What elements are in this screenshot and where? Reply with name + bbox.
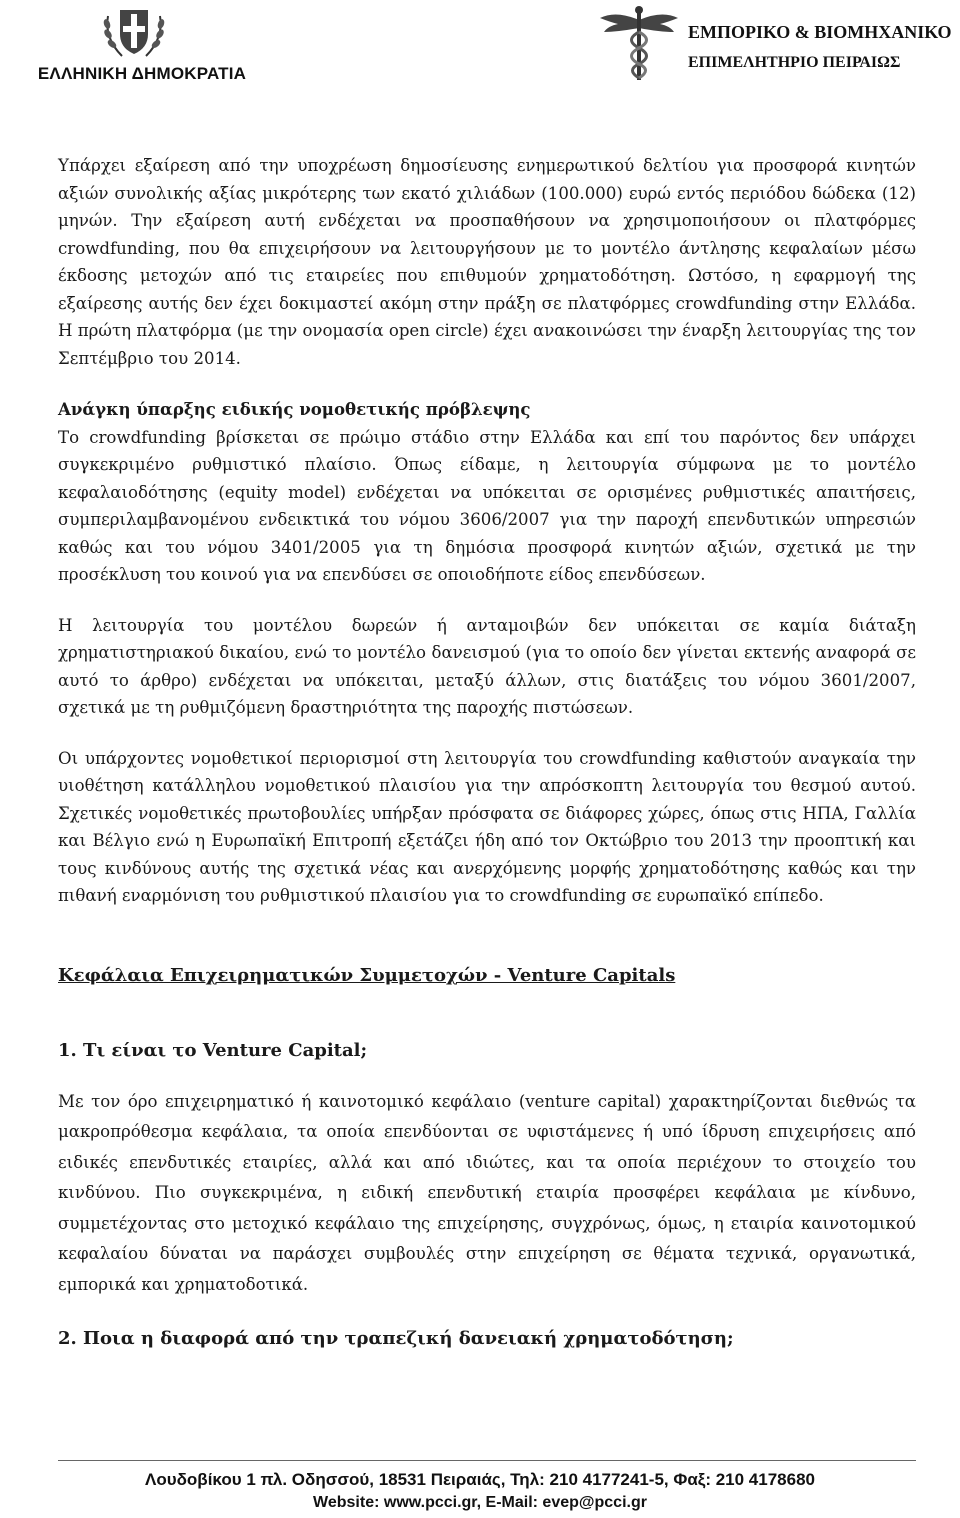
question-1-heading: 1. Τι είναι το Venture Capital; (58, 1039, 368, 1061)
greek-coat-of-arms-icon (98, 4, 170, 62)
section-title-venture-capitals: Κεφάλαια Επιχειρηματικών Συμμετοχών - Venture Capitals (58, 964, 676, 986)
paragraph-regulatory-framework: Το crowdfunding βρίσκεται σε πρώιμο στάδιο στην Ελλάδα και επί του παρόντος δεν υπάρχει συγκεκριμένο ρυθμιστικό πλαίσιο. Όπως είδαμε, η λειτουργία σύμφωνα με το μοντέλο κεφαλαιοδότησης (equity model) ενδέχεται να υπόκειται σε ορισμένες ρυθμιστικές απαιτήσεις, συμπεριλαμβανομένου ενδεικτικά του νόμου 3606/2007 για την παροχή επενδυτικών υπηρεσιών καθώς και του νόμου 3401/2005 για τη δημόσια προσφορά κινητών αξιών, σχετικά με την προσέκλυση του κοινού για να επενδύσει σε οποιοδήποτε είδος επενδύσεων. (58, 427, 916, 584)
left-caption: ΕΛΛΗΝΙΚΗ ΔΗΜΟΚΡΑΤΙΑ (37, 64, 247, 83)
paragraph-exemption: Υπάρχει εξαίρεση από την υποχρέωση δημοσίευσης ενημερωτικού δελτίου για προσφορά κινητών αξιών συνολικής αξίας μικρότερης των εκατό χιλιάδων (100.000) ευρώ εντός περιόδου δώδεκα (12) μηνών. Την εξαίρεση αυτή ενδέχεται να προσπαθήσουν να χρησιμοποιήσουν οι πλατφόρμες crowdfunding, που θα επιχειρήσουν να λειτουργήσουν με το μοντέλο άντλησης κεφαλαίων μέσω έκδοσης μετοχών από τις εταιρείες που επιθυμούν χρηματοδότηση. Ωστόσο, η εφαρμογή της εξαίρεσης αυτής δεν έχει δοκιμαστεί ακόμη στην πράξη σε πλατφόρμες crowdfunding στην Ελλάδα. Η πρώτη πλατφόρμα (με την ονομασία open circle) έχει ανακοινώσει την έναρξη λειτουργίας της τον Σεπτέμβριο του 2014. (58, 156, 916, 368)
page-header (0, 0, 960, 110)
footer-divider (58, 1460, 916, 1461)
paragraph-donation-model: Η λειτουργία του μοντέλου δωρεών ή ανταμοιβών δεν υπόκειται σε καμία διάταξη χρηματιστηριακού δικαίου, ενώ το μοντέλο δανεισμού (για το οποίο δεν γίνεται εκτενής αναφορά σε αυτό το άρθρο) ενδέχεται να υπόκειται, μεταξύ άλλων, στις διατάξεις του νόμου 3601/2007, σχετικά με τη ρυθμιζόμενη δραστηριότητα της παροχής πιστώσεων. (58, 615, 916, 717)
question-2-heading: 2. Ποια η διαφορά από την τραπεζική δανειακή χρηματοδότηση; (58, 1328, 734, 1349)
chamber-name-line2: ΕΠΙΜΕΛΗΤΗΡΙΟ ΠΕΙΡΑΙΩΣ (688, 54, 901, 71)
heading-legislative-need: Ανάγκη ύπαρξης ειδικής νομοθετικής πρόβλεψης (58, 399, 531, 419)
paragraph-legislative-limits: Οι υπάρχοντες νομοθετικοί περιορισμοί στη λειτουργία του crowdfunding καθιστούν αναγκαία την υιοθέτηση κατάλληλου νομοθετικού πλαισίου για την απρόσκοπτη λειτουργία του θεσμού αυτού. Σχετικές νομοθετικές πρωτοβουλίες υπήρξαν πρόσφατα σε διάφορες χώρες, όπως στις ΗΠΑ, Γαλλία και Βέλγιο ενώ η Ευρωπαϊκή Επιτροπή εξετάζει ήδη από τον Οκτώβριο του 2013 την προοπτική και τους κινδύνους αυτής της σχετικά νέας και ανερχόμενης μορφής χρηματοδότησης καθώς και την πιθανή εναρμόνιση του ρυθμιστικού πλαισίου για το crowdfunding σε ευρωπαϊκό επίπεδο. (58, 748, 916, 905)
caduceus-emblem-icon (596, 4, 682, 82)
chamber-name (688, 20, 958, 76)
footer-address: Λουδοβίκου 1 πλ. Οδησσού, 18531 Πειραιάς, Τηλ: 210 4177241-5, Φαξ: 210 4178680 (145, 1470, 815, 1489)
document-body (58, 152, 916, 1349)
paragraph-venture-capital-definition: Με τον όρο επιχειρηματικό ή καινοτομικό κεφάλαιο (venture capital) χαρακτηρίζονται διεθνώς τα μακροπρόθεσμα κεφάλαια, τα οποία επενδύονται σε υφιστάμενες ή υπό ίδρυση επιχειρήσεις από ειδικές επενδυτικές εταιρίες, αλλά και από ιδιώτες, και τα οποία περιέχουν το στοιχείο του κινδύνου. Πιο συγκεκριμένα, η ειδική επενδυτική εταιρία προσφέρει κεφάλαια με κίνδυνο, συμμετέχοντας στο μετοχικό κεφάλαιο της επιχείρησης, συγχρόνως, όμως, η εταιρία καινοτομικού κεφαλαίου δύναται να παράσχει συμβουλές στην επιχείρηση σε θέματα τεχνικά, οργανωτικά, εμπορικά και χρηματοδοτικά. (58, 1091, 916, 1294)
page-footer (0, 1468, 960, 1514)
footer-web-contact: Website: www.pcci.gr, E-Mail: evep@pcci.gr (313, 1494, 647, 1511)
chamber-name-line1: ΕΜΠΟΡΙΚΟ & ΒΙΟΜΗΧΑΝΙΚΟ (688, 22, 952, 42)
